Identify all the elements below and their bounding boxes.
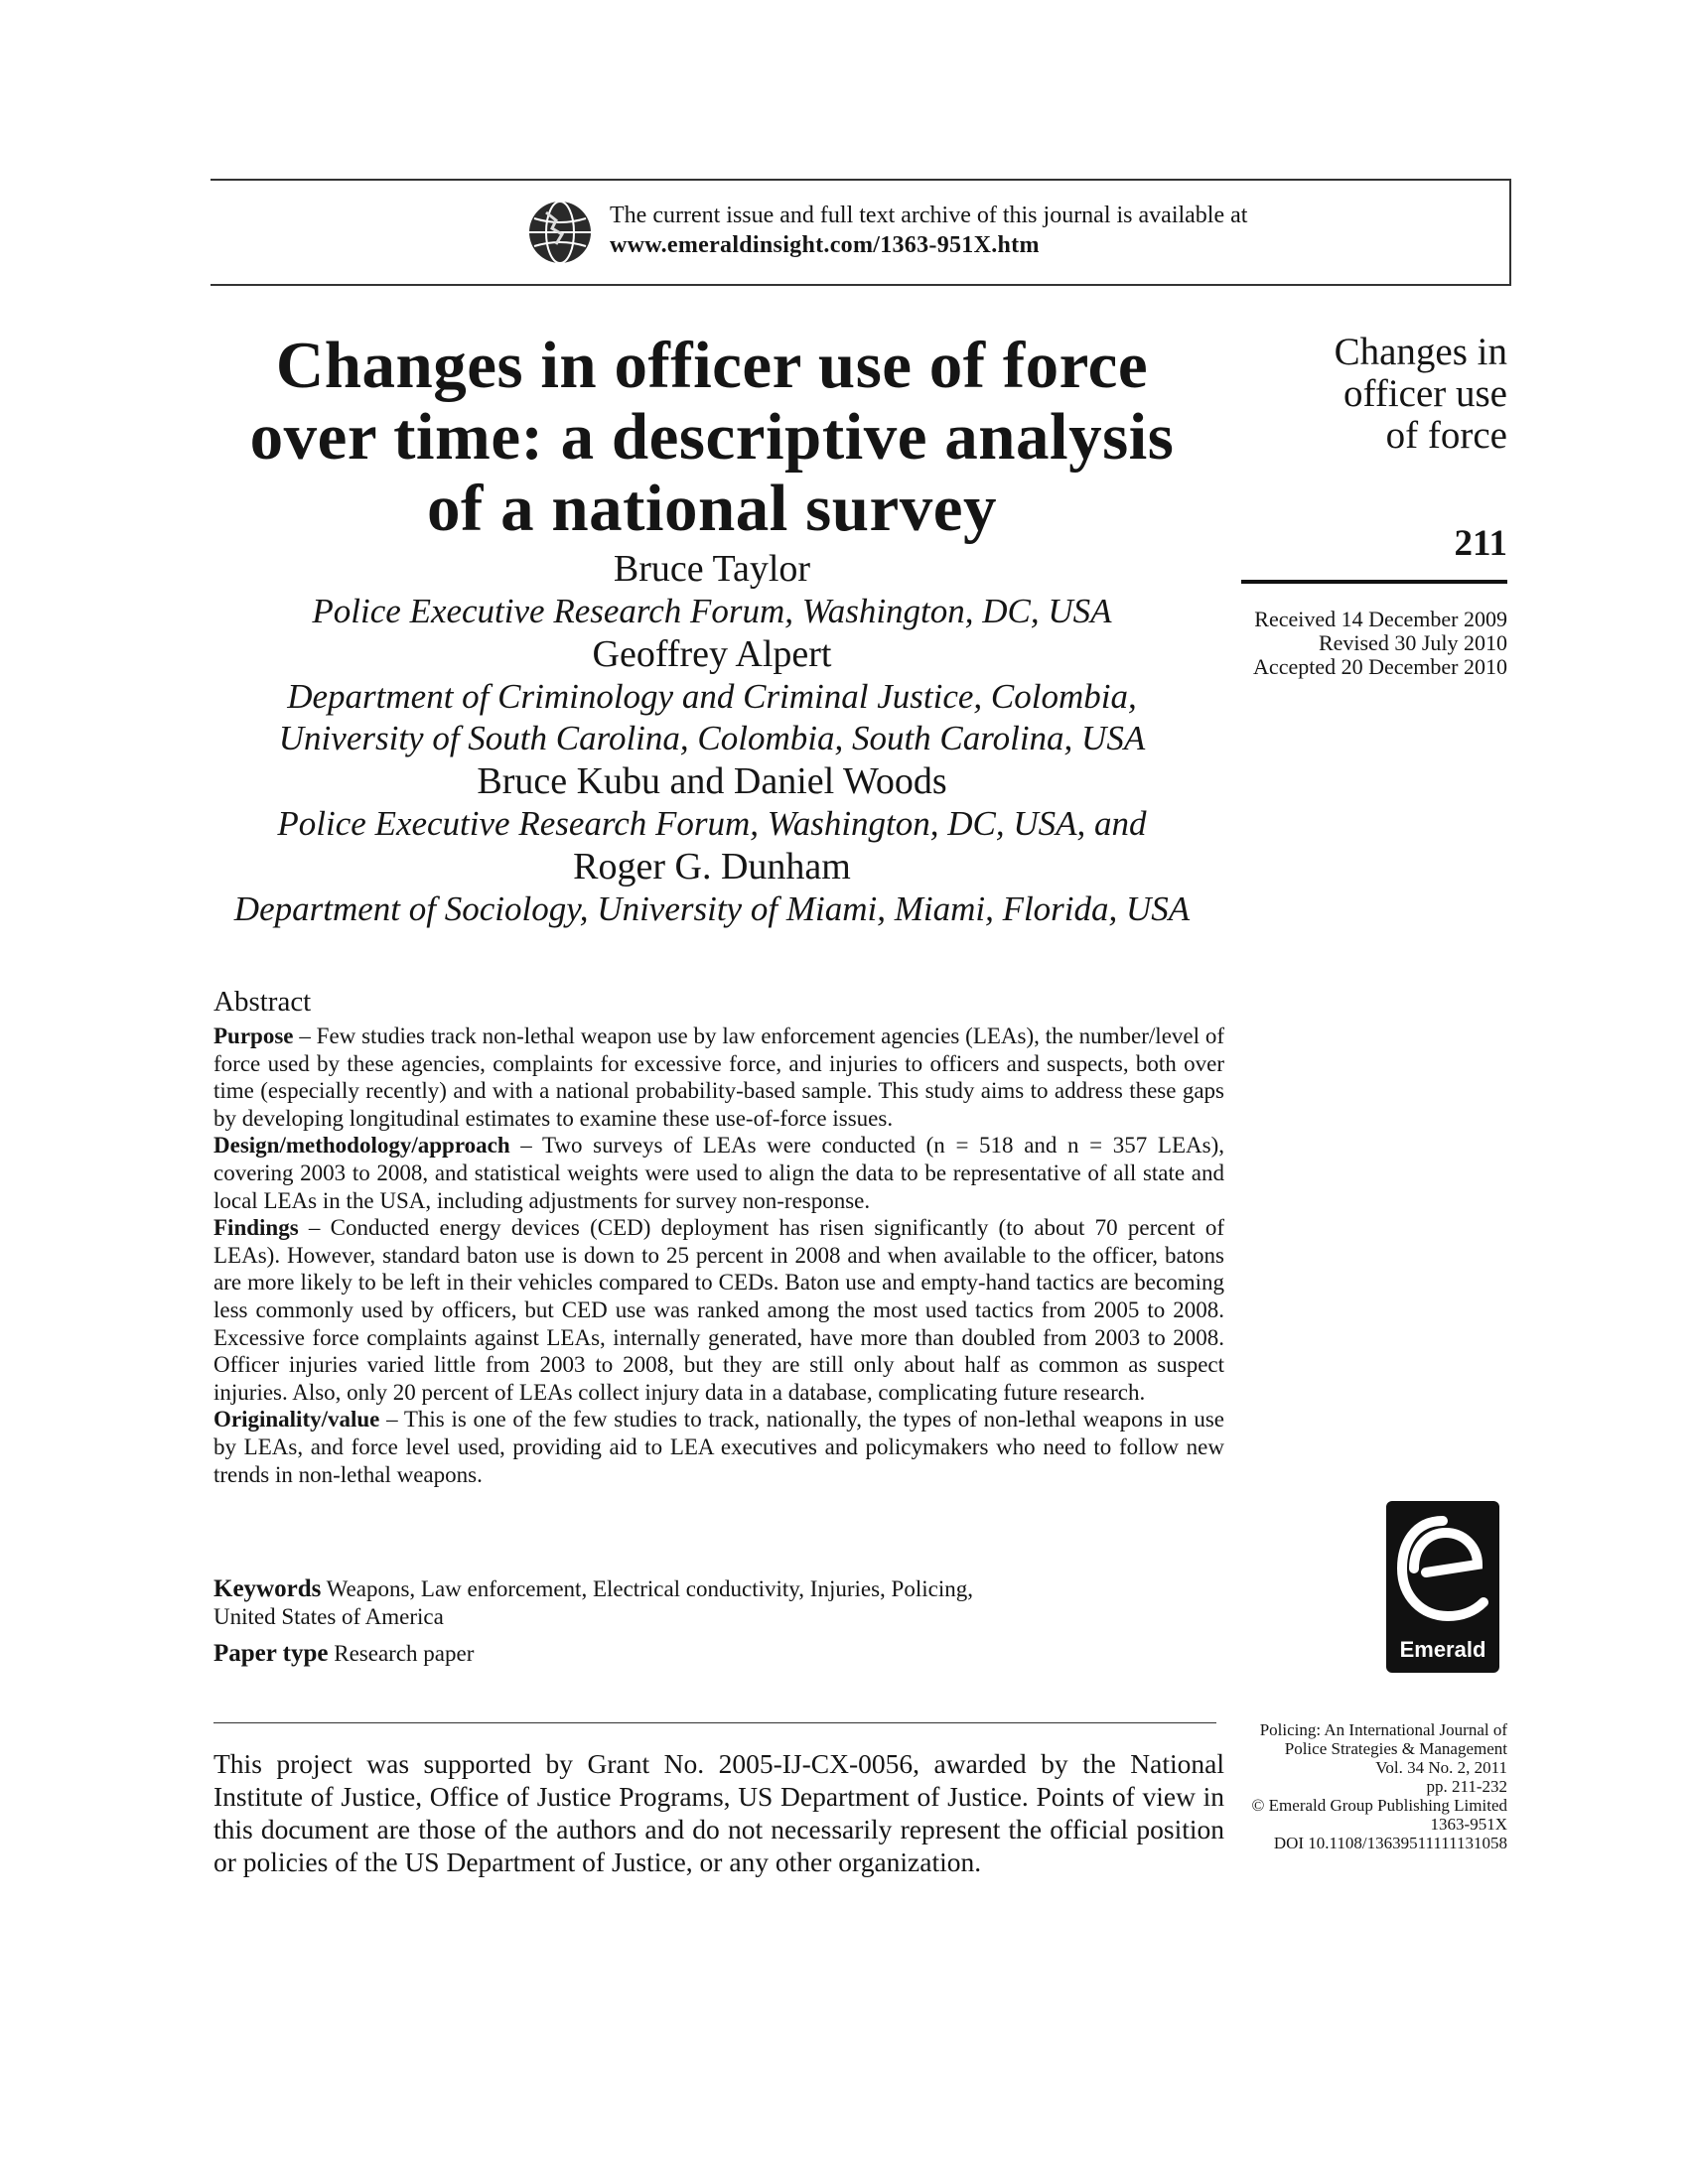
title-line-3: of a national survey (427, 472, 997, 545)
title-line-2: over time: a descriptive analysis (249, 400, 1175, 474)
emerald-logo (1386, 1501, 1499, 1673)
abstract-design (213, 1132, 1224, 1214)
notice-bottom-rule (211, 284, 1511, 286)
purpose-label: Purpose (213, 1024, 294, 1048)
findings-text: – Conducted energy devices (CED) deployment has risen significantly (to about 70 percent of LEAs). However, standard baton use is down to 25 percent in 2008 and when available to the officer, batons are more likely to be left in their vehicles compared to CEDs. Baton use and empty-hand tactics are becoming less commonly used by officers, but CED use was ranked among the most used tactics from 2005 to 2008. Excessive force complaints against LEAs, internally generated, have more than doubled from 2003 to 2008. Officer injuries varied little from 2003 to 2008, but they are still only about half as common as suspect injuries. Also, only 20 percent of LEAs collect injury data in a database, complicating future research. (213, 1215, 1224, 1405)
author-name: Bruce Taylor (613, 548, 811, 590)
logo-wordmark: Emerald (1399, 1637, 1486, 1662)
author-name: Roger G. Dunham (573, 846, 851, 887)
notice-top-rule (211, 179, 1511, 181)
globe-icon (526, 199, 594, 266)
findings-label: Findings (213, 1215, 299, 1241)
notice-url-link[interactable]: www.emeraldinsight.com/1363-951X.htm (610, 232, 1040, 258)
abstract-originality (213, 1406, 1224, 1488)
issn: 1363-951X (1430, 1815, 1507, 1834)
author-affiliation: Department of Sociology, University of Miami, Miami, Florida, USA (233, 889, 1191, 928)
keywords-label: Keywords (213, 1575, 322, 1602)
running-title-line: of force (1385, 414, 1507, 457)
author-name: Geoffrey Alpert (592, 633, 832, 675)
abstract-body (213, 1023, 1224, 1488)
paper-type-label: Paper type (213, 1640, 329, 1667)
page-number-rule (1241, 580, 1507, 584)
page-number: 211 (1454, 523, 1507, 564)
notice-right-rule (1509, 179, 1511, 286)
journal-pages: pp. 211-232 (1426, 1777, 1507, 1796)
running-title (1251, 332, 1507, 457)
originality-text: – This is one of the few studies to track, nationally, the types of non-lethal weapons in use by LEAs, and force level used, providing aid to LEA executives and policymakers who need to follow new trends in non-lethal weapons. (213, 1407, 1224, 1487)
funding-footnote: This project was supported by Grant No. 2005-IJ-CX-0056, awarded by the National Institute of Justice, Office of Justice Programs, US Department of Justice. Points of view in this document are those of the authors and do not necessarily represent the official position or policies of the US Department of Justice, or any other organization. (213, 1748, 1224, 1877)
author-affiliation: University of South Carolina, Colombia, South Carolina, USA (278, 719, 1146, 757)
abstract-purpose (213, 1023, 1224, 1132)
article-title (211, 330, 1213, 544)
received-date: Received 14 December 2009 (1254, 607, 1507, 631)
keywords-text-continued: United States of America (213, 1603, 444, 1629)
paper-type (213, 1640, 1107, 1668)
accepted-date: Accepted 20 December 2010 (1253, 654, 1507, 679)
footnote-rule (213, 1722, 1216, 1723)
purpose-text: – Few studies track non-lethal weapon use by law enforcement agencies (LEAs), the number/level of force used by these agencies, complaints for excessive force, and injuries to officers and suspects, both over time (especially recently) and with a national probability-based sample. This study aims to address these gaps by developing longitudinal estimates to examine these use-of-force issues. (213, 1024, 1224, 1131)
author-name: Bruce Kubu and Daniel Woods (477, 760, 947, 802)
author-affiliation: Department of Criminology and Criminal Justice, Colombia, (287, 677, 1137, 716)
design-label: Design/methodology/approach (213, 1133, 510, 1159)
revised-date: Revised 30 July 2010 (1318, 630, 1507, 655)
article-history (1192, 608, 1507, 679)
running-title-line: Changes in (1334, 331, 1507, 373)
doi: DOI 10.1108/13639511111131058 (1273, 1834, 1507, 1852)
running-title-line: officer use (1343, 372, 1507, 415)
journal-notice-box (211, 179, 1511, 286)
journal-name: Police Strategies & Management (1284, 1739, 1507, 1758)
design-text: – Two surveys of LEAs were conducted (n = 518 and n = 357 LEAs), covering 2003 to 2008, and statistical weights were used to align the data to be representative of all state and local LEAs in the USA, including adjustments for survey non-response. (213, 1133, 1224, 1213)
journal-volume: Vol. 34 No. 2, 2011 (1375, 1758, 1507, 1777)
journal-info (1216, 1720, 1507, 1852)
paper-type-text: Research paper (328, 1641, 475, 1666)
author-affiliation: Police Executive Research Forum, Washington, DC, USA, and (277, 804, 1147, 843)
journal-name: Policing: An International Journal of (1259, 1720, 1507, 1739)
abstract-heading: Abstract (213, 986, 312, 1018)
title-line-1: Changes in officer use of force (275, 329, 1149, 402)
notice-text: The current issue and full text archive of this journal is available at (610, 203, 1248, 228)
publisher: © Emerald Group Publishing Limited (1251, 1796, 1507, 1815)
abstract-findings (213, 1214, 1224, 1406)
author-list (211, 547, 1213, 930)
keywords (213, 1575, 1107, 1630)
author-affiliation: Police Executive Research Forum, Washington, DC, USA (312, 592, 1112, 630)
keywords-text: Weapons, Law enforcement, Electrical conductivity, Injuries, Policing, (321, 1576, 973, 1601)
originality-label: Originality/value (213, 1407, 380, 1433)
